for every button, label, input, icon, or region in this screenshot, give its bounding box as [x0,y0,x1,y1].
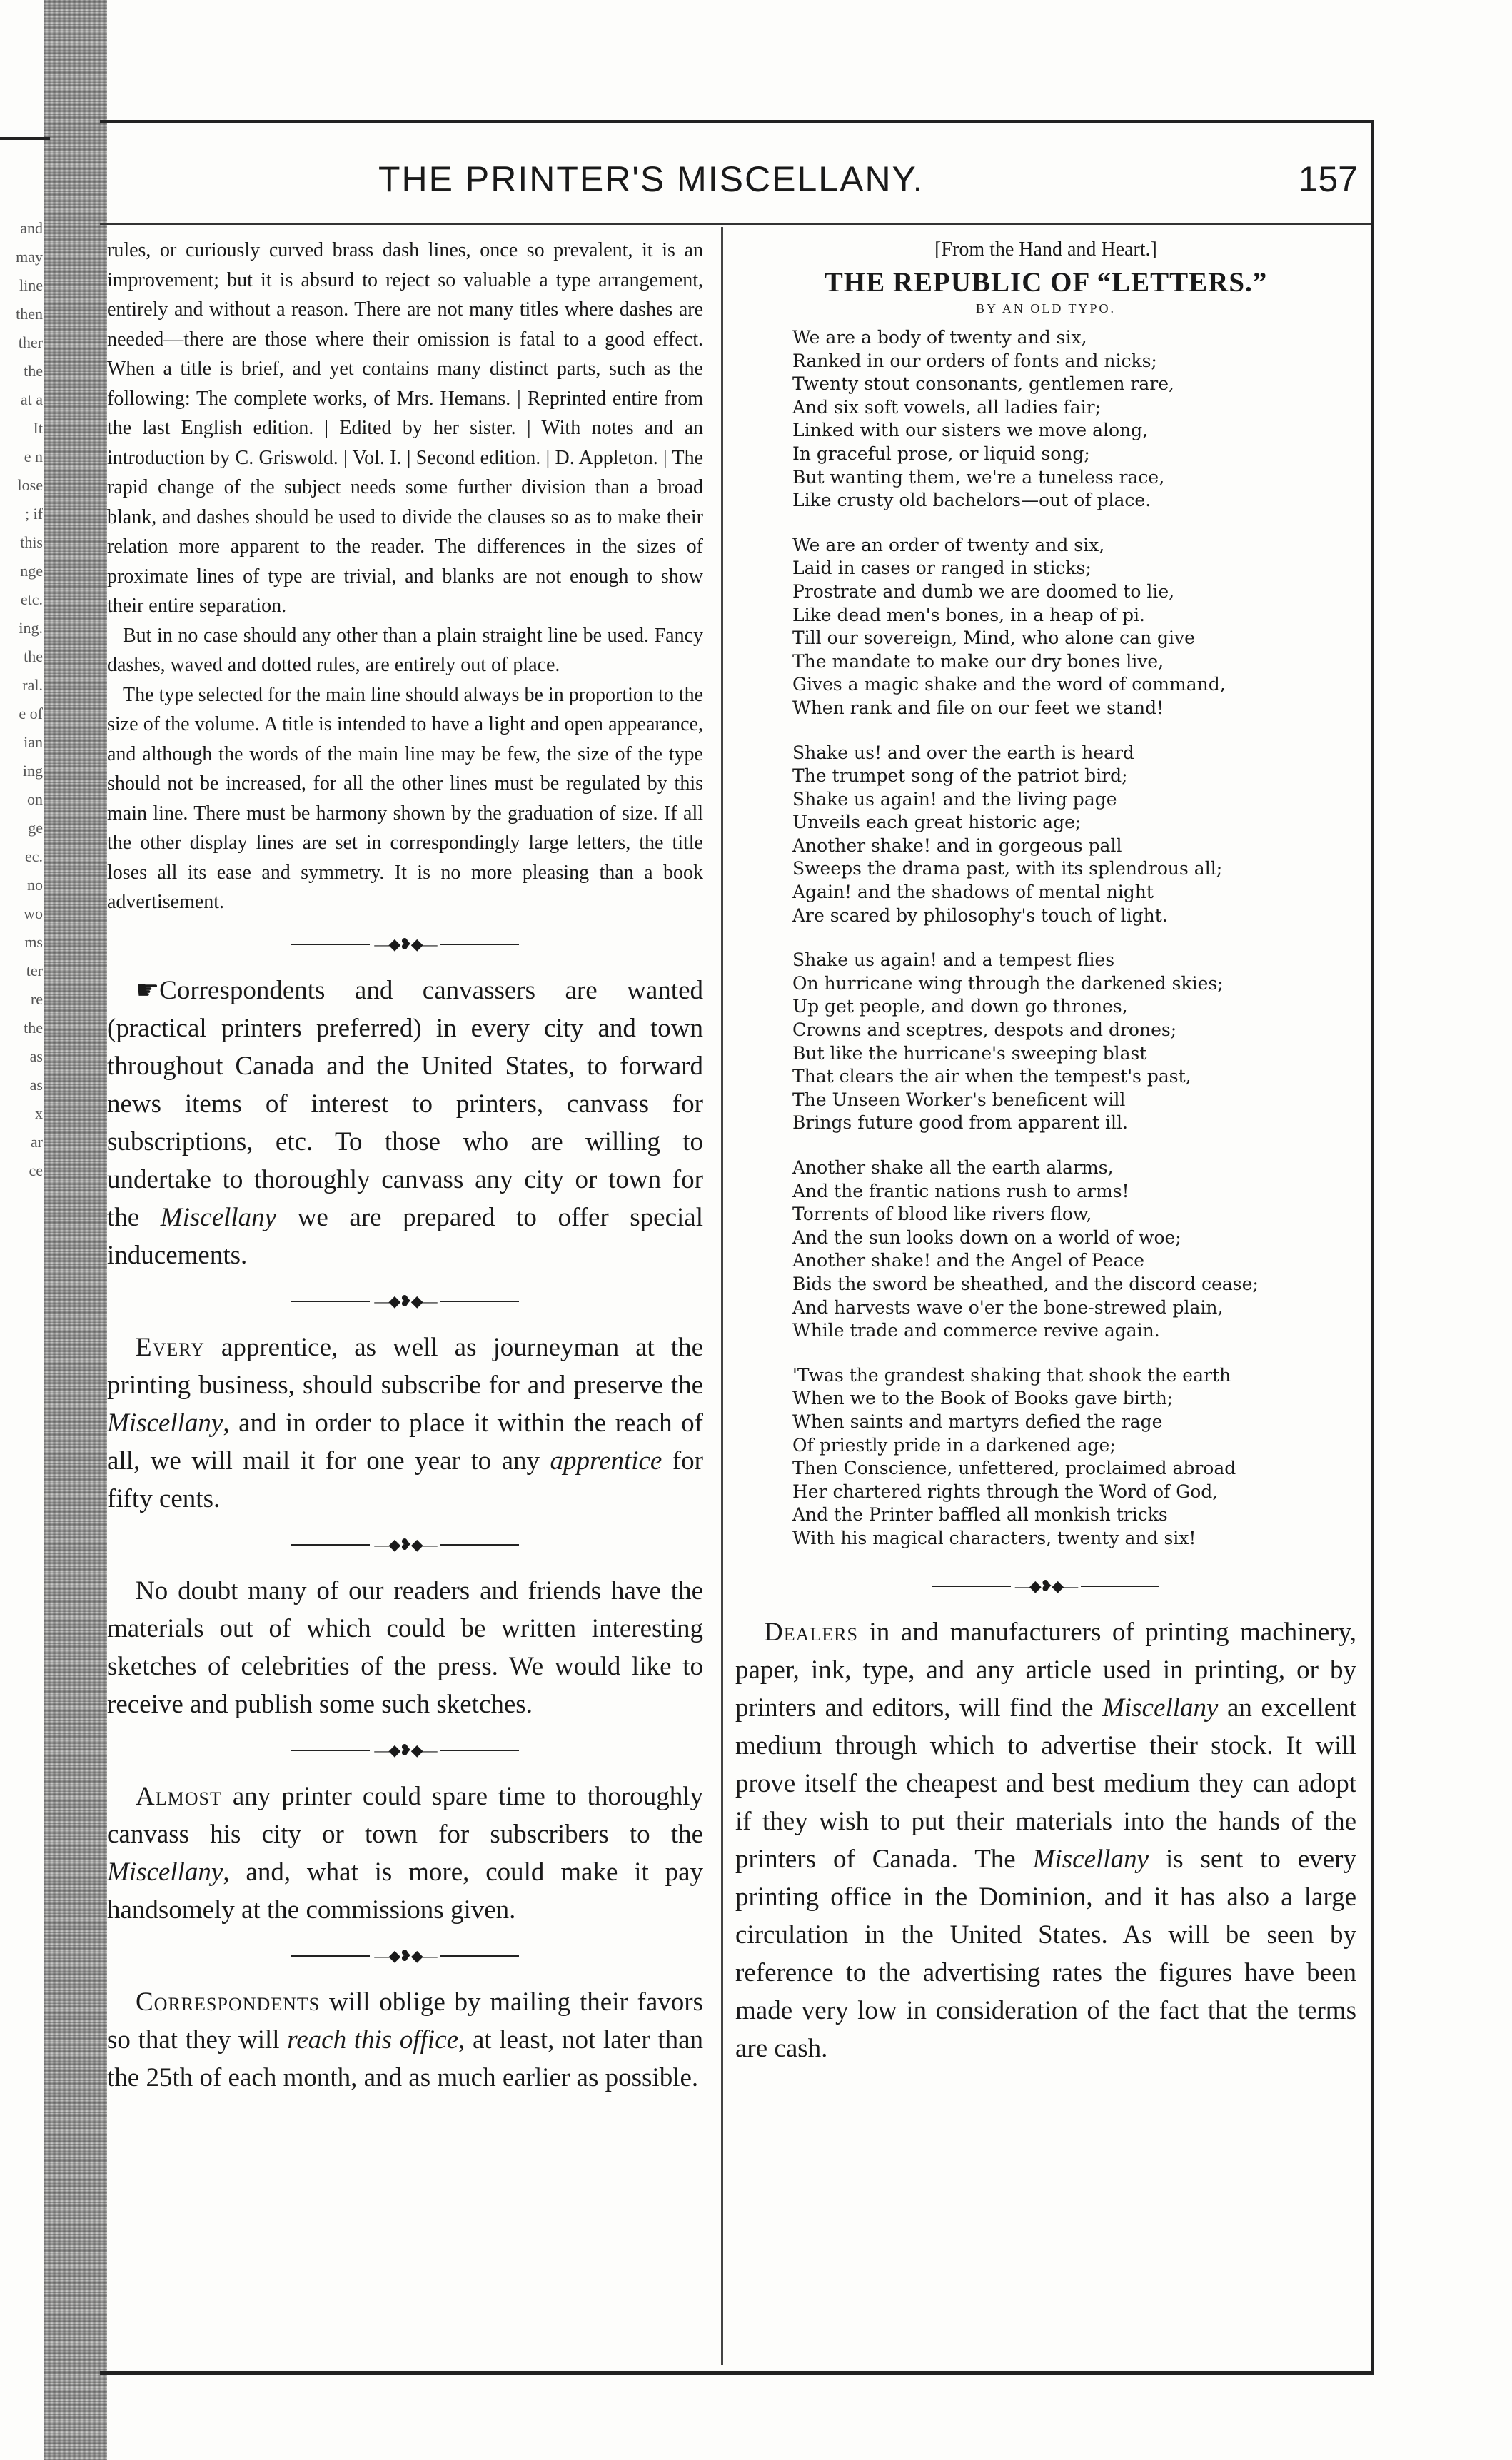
poem-line: Crowns and sceptres, despots and drones; [792,1019,1177,1041]
poem-line: Another shake! and the Angel of Peace [792,1250,1145,1271]
edge-fragment: ian [24,733,43,751]
poem-line: Of priestly pride in a darkened age; [792,1434,1116,1456]
edge-fragment: line [19,276,43,294]
poem-line: The trumpet song of the patriot bird; [792,765,1128,787]
edge-fragment: ter [26,962,43,979]
edge-fragment: as [29,1076,43,1094]
poem-title: THE REPUBLIC OF “LETTERS.” [824,267,1268,298]
right-column [735,236,1356,2067]
ornament-divider [107,930,703,959]
poem-line: When rank and file on our feet we stand! [792,697,1164,718]
column-divider [721,227,723,2365]
edge-fragment: and [20,219,43,237]
edge-fragment: x [35,1104,43,1122]
poem-line: Laid in cases or ranged in sticks; [792,558,1092,579]
poem-line: Twenty stout consonants, gentlemen rare, [792,373,1174,395]
poem-line: And six soft vowels, all ladies fair; [792,396,1102,418]
poem-line: We are an order of twenty and six, [792,534,1105,555]
edge-fragment: ral. [22,676,43,694]
edge-fragment: ing. [19,619,43,637]
poem-stanza [792,949,1356,1135]
poem-line: On hurricane wing through the darkened skies; [792,972,1224,994]
poem-line: The mandate to make our dry bones live, [792,650,1164,672]
notice-canvass: Almost any printer could spare time to thoroughly canvass his city or town for subscribers to the Miscellany, and, what is more, could make it pay handsomely at the commissions given. [107,1781,703,1925]
ornament-divider [107,1736,703,1765]
poem-line: Shake us again! and the living page [792,788,1117,810]
ornament-glyph: —◆❥◆— [374,934,436,953]
page-header [100,158,1371,201]
edge-fragment: ing [22,762,43,780]
edge-fragment: e of [19,705,43,722]
facing-page-fragments [0,214,46,1999]
edge-fragment: ar [30,1133,43,1151]
poem-stanza [792,1364,1356,1551]
poem-line: And harvests wave o'er the bone-strewed plain, [792,1296,1224,1318]
edge-fragment: It [33,419,43,437]
poem-line: Like dead men's bones, in a heap of pi. [792,604,1145,625]
poem-line: And the frantic nations rush to arms! [792,1180,1129,1201]
edge-fragment: the [24,362,43,380]
poem-line: When we to the Book of Books gave birth; [792,1388,1174,1409]
notice-sketches: No doubt many of our readers and friends have the materials out of which could be written interesting sketches of celebrities of the press. We would like to receive and publish some such sketches. [107,1576,703,1719]
poem-line: But wanting them, we're a tuneless race, [792,466,1165,488]
ornament-divider [735,1572,1356,1600]
poem-line: With his magical characters, twenty and six! [792,1527,1196,1548]
page-number: 157 [1298,159,1358,199]
edge-fragment: re [30,990,43,1008]
ornament-glyph: —◆❥◆— [374,1535,436,1553]
edge-fragment: as [29,1047,43,1065]
notice-apprentice: Every apprentice, as well as journeyman at the printing business, should subscribe for and preserve the Miscellany, and in order to place it within the reach of all, we will mail it for one year to any apprentice for fifty cents. [107,1332,703,1513]
poem-line: In graceful prose, or liquid song; [792,443,1090,464]
edge-fragment: lose [17,476,43,494]
edge-fragment: the [24,647,43,665]
paragraph-main-line: The type selected for the main line should always be in proportion to the size of the volume. A title is intended to have a light and open appearance, and although the words of the main line may be few, the size of the type should not be increased, for all the other lines must be regulated by this main line. There must be harmony shown by the graduation of size. If all the other display lines are set in correspondingly large letters, the title loses all its ease and symmetry. It is no more pleasing than a book advertisement. [107,683,703,913]
edge-fragment: etc. [20,590,43,608]
edge-fragment: ms [24,933,43,951]
poem-line: Prostrate and dumb we are doomed to lie, [792,580,1175,602]
poem-line: Are scared by philosophy's touch of light. [792,904,1168,926]
poem-line: Another shake! and in gorgeous pall [792,835,1122,856]
ornament-glyph: —◆❥◆— [374,1946,436,1965]
edge-fragment: wo [24,904,43,922]
poem-line: Bids the sword be sheathed, and the discord cease; [792,1273,1259,1294]
poem-stanza [792,326,1356,513]
poem-line: Sweeps the drama past, with its splendrous all; [792,858,1223,879]
poem-line: Another shake all the earth alarms, [792,1157,1114,1178]
edge-fragment: nge [20,562,43,580]
poem-line: Shake us! and over the earth is heard [792,742,1134,763]
notice-correspondents: ☛Correspondents and canvassers are wanted (practical printers preferred) in every city and town throughout Canada and the United States, to forward news items of interest to printers, canvass for subscriptions, etc. To those who are willing to undertake to thoroughly canvass any city or town for the Miscellany we are prepared to offer special inducements. [107,975,703,1270]
notice-dealers: Dealers in and manufacturers of printing machinery, paper, ink, type, and any article used in printing, or by printers and editors, will find the Miscellany an excellent medium through which to advertise their stock. It will prove itself the cheapest and best medium they can adopt if they wish to put their materials into the hands of the printers of Canada. The Miscellany is sent to every printing office in the Dominion, and it has also a large circulation in the United States. As will be seen by reference to the advertising rates the figures have been made very low in consideration of the fact that the terms are cash. [735,1617,1357,2063]
poem-line: That clears the air when the tempest's past, [792,1066,1191,1087]
paragraph-plain-line: But in no case should any other than a plain straight line be used. Fancy dashes, waved and dotted rules, are entirely out of place. [107,624,703,676]
poem-line: Up get people, and down go thrones, [792,996,1128,1017]
poem-body [735,326,1356,1551]
edge-fragment: no [27,876,43,894]
binding-gutter [44,0,107,2460]
edge-fragment: ; if [24,505,43,523]
poem-line: Brings future good from apparent ill. [792,1112,1128,1134]
poem-line: We are a body of twenty and six, [792,327,1087,348]
poem-line: Shake us again! and a tempest flies [792,949,1115,971]
edge-fragment: ge [28,819,43,837]
poem-line: Torrents of blood like rivers flow, [792,1204,1092,1225]
poem-line: But like the hurricane's sweeping blast [792,1042,1147,1064]
poem-stanza [792,1156,1356,1343]
edge-fragment: the [24,1019,43,1037]
notice-deadline: Correspondents will oblige by mailing their favors so that they will reach this office, at least, not later than the 25th of each month, and as much earlier as possible. [107,1987,703,2092]
poem-stanza [792,534,1356,720]
edge-fragment: then [16,305,43,323]
poem-line: And the sun looks down on a world of woe; [792,1226,1181,1248]
poem-line: Till our sovereign, Mind, who alone can give [792,627,1195,649]
poem-line: Linked with our sisters we move along, [792,420,1149,441]
edge-fragment: ce [29,1161,43,1179]
ornament-glyph: —◆❥◆— [374,1291,436,1310]
poem-line: Again! and the shadows of mental night [792,882,1154,903]
edge-rule [0,137,50,140]
poem-line: And the Printer baffled all monkish tricks [792,1504,1168,1526]
ornament-glyph: —◆❥◆— [1014,1576,1077,1595]
edge-fragment: may [16,248,43,266]
poem-line: Ranked in our orders of fonts and nicks; [792,350,1157,371]
ornament-divider [107,1531,703,1559]
poem-line: 'Twas the grandest shaking that shook the earth [792,1364,1231,1386]
poem-stanza [792,742,1356,928]
ornament-divider [107,1287,703,1316]
poem-line: Then Conscience, unfettered, proclaimed abroad [792,1458,1236,1479]
poem-byline: BY AN OLD TYPO. [975,301,1116,316]
edge-fragment: this [20,533,43,551]
poem-line: The Unseen Worker's beneficent will [792,1089,1126,1110]
poem-line: Her chartered rights through the Word of God, [792,1481,1219,1502]
header-rule [100,223,1371,225]
ornament-glyph: —◆❥◆— [374,1740,436,1759]
edge-fragment: ther [18,333,43,351]
left-column [107,236,703,2097]
poem-line: When saints and martyrs defied the rage [792,1411,1163,1432]
edge-fragment: e n [24,448,43,465]
poem-line: While trade and commerce revive again. [792,1320,1160,1341]
edge-fragment: on [27,790,43,808]
poem-line: Unveils each great historic age; [792,812,1082,833]
edge-fragment: at a [20,390,43,408]
poem-source: [From the Hand and Heart.] [934,238,1157,261]
edge-fragment: ec. [24,847,43,865]
paragraph-title-dashes: rules, or curiously curved brass dash lines, once so prevalent, it is an improvement; but it is absurd to reject so valuable a type arrangement, entirely and without a reason. There are not many titles where dashes are needed—there are those where their omission is fatal to a good effect. When a title is brief, and yet contains many distinct parts, such as the following: The complete works, of Mrs. Hemans. | Reprinted entire from the last English edition. | Edited by her sister. | With notes and an introduction by C. Griswold. | Vol. I. | Second edition. | D. Appleton. | The rapid change of the subject needs some further division than a broad blank, and dashes should be used to divide the clauses so as to make their relation more apparent to the reader. The differences in the sizes of proximate lines of type are trivial, and blanks are not enough to show their entire separation. [107,239,703,617]
poem-line: Gives a magic shake and the word of command, [792,674,1226,695]
ornament-divider [107,1942,703,1970]
poem-line: Like crusty old bachelors—out of place. [792,490,1151,511]
pointing-hand-icon: ☛ [136,975,160,1005]
running-title: THE PRINTER'S MISCELLANY. [378,159,924,199]
